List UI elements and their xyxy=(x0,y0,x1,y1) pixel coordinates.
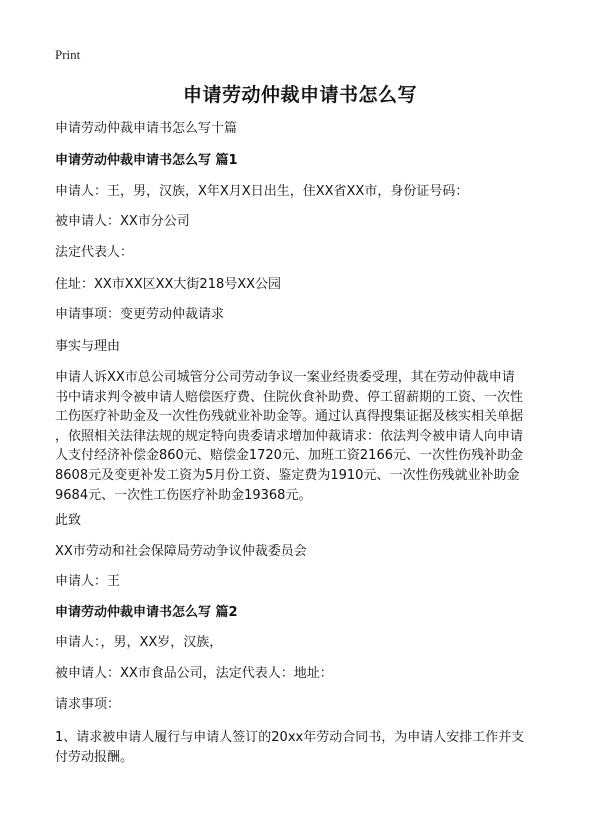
facts-line: 工伤医疗补助金及一次性伤残就业补助金等。通过认真得搜集证据及核实相关单据 xyxy=(55,409,524,425)
facts-paragraph xyxy=(55,368,547,505)
document-subtitle: 申请劳动仲裁申请书怎么写十篇 xyxy=(55,121,238,136)
section2-applicant-line: 申请人：，男，XX岁，汉族， xyxy=(55,635,223,650)
signature-line: 申请人：王 xyxy=(55,574,121,589)
respondent-line: 被申请人：XX市分公司 xyxy=(55,214,190,229)
facts-line: 8608元及变更补发工资为5月份工资、鉴定费为1910元、一次性伤残就业补助金 xyxy=(55,467,520,483)
request-paragraph xyxy=(55,728,547,767)
facts-line: ，依照相关法律法规的规定特向贵委请求增加仲裁请求：依法判令被申请人向申请 xyxy=(55,428,524,444)
facts-line: 申请人诉XX市总公司城管分公司劳动争议一案业经贵委受理，其在劳动仲裁申请 xyxy=(55,370,515,385)
request-heading: 请求事项： xyxy=(55,697,121,712)
facts-line: 书中请求判令被申请人赔偿医疗费、住院伙食补助费、停工留薪期的工资、一次性 xyxy=(55,389,524,405)
facts-line: 9684元、一次性工伤医疗补助金19368元。 xyxy=(55,487,312,503)
section1-heading: 申请劳动仲裁申请书怎么写 篇1 xyxy=(55,153,238,168)
section2-respondent-line: 被申请人：XX市食品公司，法定代表人：地址： xyxy=(55,666,333,681)
print-label: Print xyxy=(55,47,81,62)
request-line: 1、请求被申请人履行与申请人签订的20xx年劳动合同书，为申请人安排工作并支 xyxy=(55,730,525,745)
document-title: 申请劳动仲裁申请书怎么写 xyxy=(182,84,417,106)
facts-line: 人支付经济补偿金860元、赔偿金1720元、加班工资2166元、一次性伤残补助金 xyxy=(55,448,523,464)
committee-line: XX市劳动和社会保障局劳动争议仲裁委员会 xyxy=(55,544,307,559)
section2-heading: 申请劳动仲裁申请书怎么写 篇2 xyxy=(55,605,238,620)
closing-line: 此致 xyxy=(55,513,82,528)
request-line: 付劳动报酬。 xyxy=(55,749,134,765)
applicant-line: 申请人：王，男，汉族，X年X月X日出生，住XX省XX市，身份证号码： xyxy=(55,184,469,199)
legal-representative-line: 法定代表人： xyxy=(55,245,134,260)
matter-line: 申请事项：变更劳动仲裁请求 xyxy=(55,307,225,322)
address-line: 住址：XX市XX区XX大街218号XX公园 xyxy=(55,277,282,292)
facts-heading: 事实与理由 xyxy=(55,339,121,354)
